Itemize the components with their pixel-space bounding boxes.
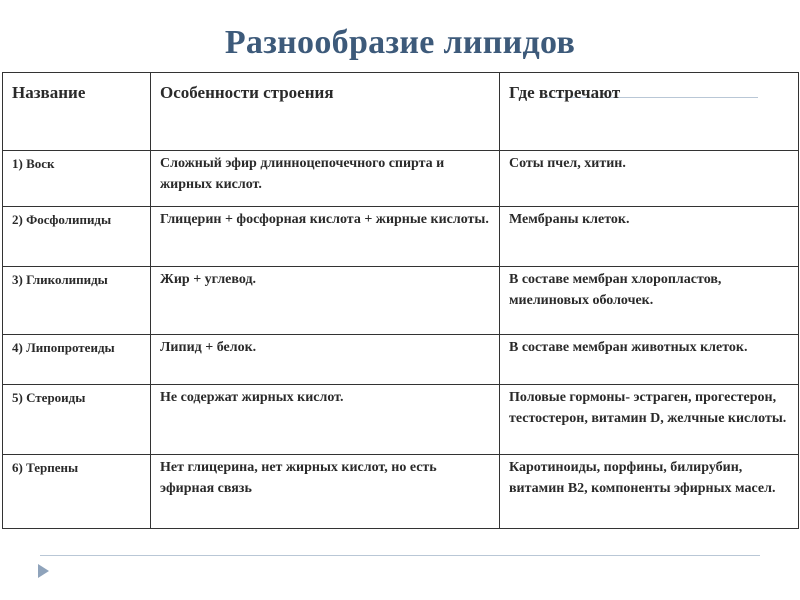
header-where: Где встречают xyxy=(500,73,799,151)
cell-name: 3) Гликолипиды xyxy=(3,267,151,335)
header-name: Название xyxy=(3,73,151,151)
cell-structure: Не содержат жирных кислот. xyxy=(151,385,500,455)
cell-where: Каротиноиды, порфины, билирубин, витамин В2, компоненты эфирных масел. xyxy=(500,455,799,529)
decorative-line-bottom xyxy=(40,555,760,556)
cell-where: В составе мембран хлоропластов, миелиновых оболочек. xyxy=(500,267,799,335)
cell-name: 4) Липопротеиды xyxy=(3,335,151,385)
table-row xyxy=(3,207,799,267)
table-row xyxy=(3,455,799,529)
table-row xyxy=(3,151,799,207)
cell-name: 2) Фосфолипиды xyxy=(3,207,151,267)
cell-where: Мембраны клеток. xyxy=(500,207,799,267)
page-title: Разнообразие липидов xyxy=(224,24,576,61)
cell-structure: Липид + белок. xyxy=(151,335,500,385)
cell-name: 5) Стероиды xyxy=(3,385,151,455)
table-header-row xyxy=(3,73,799,151)
cell-where: Соты пчел, хитин. xyxy=(500,151,799,207)
cell-structure: Сложный эфир длинноцепочечного спирта и жирных кислот. xyxy=(151,151,500,207)
table-row xyxy=(3,385,799,455)
table-row xyxy=(3,335,799,385)
cell-structure: Глицерин + фосфорная кислота + жирные кислоты. xyxy=(151,207,500,267)
cell-name: 6) Терпены xyxy=(3,455,151,529)
lipids-table xyxy=(2,72,799,529)
cell-where: В составе мембран животных клеток. xyxy=(500,335,799,385)
cell-structure: Жир + углевод. xyxy=(151,267,500,335)
triangle-right-icon[interactable] xyxy=(38,564,49,578)
table-row xyxy=(3,267,799,335)
cell-where: Половые гормоны- эстраген, прогестерон, тестостерон, витамин D, желчные кислоты. xyxy=(500,385,799,455)
cell-name: 1) Воск xyxy=(3,151,151,207)
header-structure: Особенности строения xyxy=(151,73,500,151)
cell-structure: Нет глицерина, нет жирных кислот, но есть эфирная связь xyxy=(151,455,500,529)
